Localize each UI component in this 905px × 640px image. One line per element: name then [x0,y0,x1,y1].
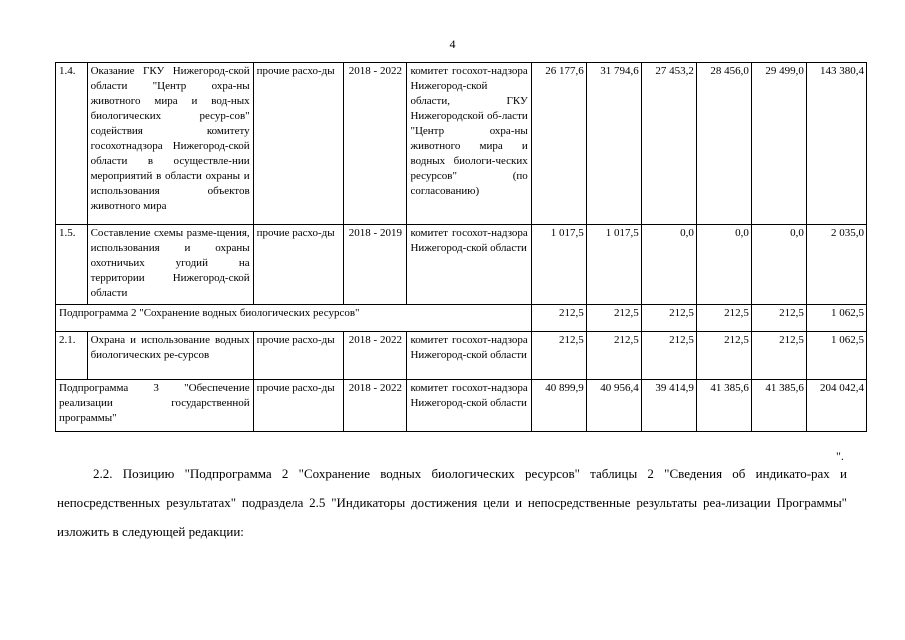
expense-type: прочие расхо-ды [253,380,344,432]
amount-cell: 27 453,2 [641,63,696,225]
expense-type: прочие расхо-ды [253,332,344,380]
amount-cell: 31 794,6 [586,63,641,225]
table-row [56,380,867,432]
closing-quote: ". [836,449,844,463]
amount-cell: 2 035,0 [806,225,866,305]
table-row [56,305,867,332]
amount-cell: 143 380,4 [806,63,866,225]
page-number: 4 [449,37,456,51]
amount-cell: 41 385,6 [696,380,751,432]
amount-cell: 40 956,4 [586,380,641,432]
amount-cell: 0,0 [641,225,696,305]
amount-cell: 212,5 [696,332,751,380]
amount-cell: 40 899,9 [531,380,586,432]
amount-cell: 212,5 [751,305,806,332]
executor: комитет госохот-надзора Нижегород-ской области [407,332,531,380]
amount-cell: 212,5 [531,305,586,332]
amount-cell: 212,5 [586,332,641,380]
measure-name: Оказание ГКУ Нижегород-ской области "Центр охра-ны животного мира и вод-ных биологических ресур-сов" содействия комитету госохотнадзора Нижегород-ской области в осуществле-нии мероприятий в области охраны и использования объектов животного мира [87,63,253,225]
amount-cell: 0,0 [696,225,751,305]
amount-cell: 0,0 [751,225,806,305]
period: 2018 - 2022 [344,380,407,432]
measure-name: Составление схемы разме-щения, использования и охраны охотничьих угодий на территории Нижегород-ской области [87,225,253,305]
expense-type: прочие расхо-ды [253,225,344,305]
amount-cell: 1 017,5 [586,225,641,305]
period: 2018 - 2022 [344,63,407,225]
measure-name: Охрана и использование водных биологических ре-сурсов [87,332,253,380]
row-number: 1.5. [56,225,88,305]
amount-cell: 204 042,4 [806,380,866,432]
amount-cell: 212,5 [641,305,696,332]
amount-cell: 212,5 [696,305,751,332]
amount-cell: 41 385,6 [751,380,806,432]
amount-cell: 39 414,9 [641,380,696,432]
expense-type: прочие расхо-ды [253,63,344,225]
row-number: 2.1. [56,332,88,380]
executor: комитет госохот-надзора Нижегород-ской области, ГКУ Нижегородской об-ласти "Центр охра-ны животного мира и водных биологи-ческих ресурсов" (по согласованию) [407,63,531,225]
subprogram-name: Подпрограмма 2 "Сохранение водных биологических ресурсов" [56,305,532,332]
table-row [56,63,867,225]
budget-table [55,62,867,432]
amount-cell: 28 456,0 [696,63,751,225]
table-row [56,225,867,305]
amount-cell: 1 017,5 [531,225,586,305]
amount-cell: 212,5 [531,332,586,380]
period: 2018 - 2019 [344,225,407,305]
amount-cell: 1 062,5 [806,332,866,380]
row-number: 1.4. [56,63,88,225]
amount-cell: 212,5 [586,305,641,332]
table-row [56,332,867,380]
amount-cell: 212,5 [751,332,806,380]
amendment-paragraph: 2.2. Позицию "Подпрограмма 2 "Сохранение водных биологических ресурсов" таблицы 2 "Сведения об индикато-рах и непосредственных результатах" подраздела 2.5 "Индикаторы достижения цели и непосредственные результаты реа-лизации Программы" изложить в следующей редакции: [57,466,847,539]
period: 2018 - 2022 [344,332,407,380]
amount-cell: 29 499,0 [751,63,806,225]
executor: комитет госохот-надзора Нижегород-ской области [407,380,531,432]
amount-cell: 1 062,5 [806,305,866,332]
amount-cell: 212,5 [641,332,696,380]
executor: комитет госохот-надзора Нижегород-ской области [407,225,531,305]
subprogram-name: Подпрограмма 3 "Обеспечение реализации государственной программы" [56,380,254,432]
amount-cell: 26 177,6 [531,63,586,225]
